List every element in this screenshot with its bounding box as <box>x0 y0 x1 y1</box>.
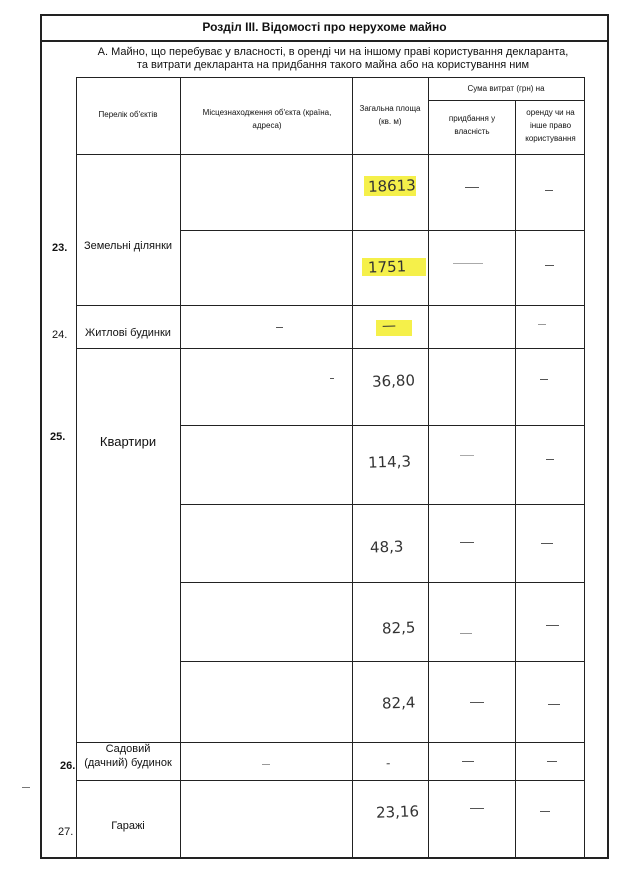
row-25-divider-2 <box>180 504 585 505</box>
dash-mark <box>548 704 560 705</box>
table-left-border <box>76 77 77 857</box>
row-25-area-5: 82,4 <box>381 693 416 713</box>
row-23-label: Земельні ділянки <box>83 240 173 252</box>
dash-mark <box>538 324 546 325</box>
row-23-area-2: 1751 <box>367 257 407 277</box>
frame-top <box>40 14 609 16</box>
header-expenses: Сума витрат (грн) на <box>467 84 545 93</box>
col-divider-2 <box>352 77 353 857</box>
row-24-area: — <box>381 317 397 335</box>
dash-mark <box>547 761 557 762</box>
expenses-header-divider <box>428 100 585 101</box>
frame-left <box>40 14 42 859</box>
col-divider-3 <box>428 77 429 857</box>
col-divider-4 <box>515 100 516 857</box>
row-27-number: 27. <box>58 826 74 838</box>
row-23-bottom <box>76 305 585 306</box>
row-23-inner-divider <box>180 230 585 231</box>
row-25-area-3: 48,3 <box>369 537 404 557</box>
row-23-area-1: 18613 <box>367 176 417 196</box>
dash-mark <box>460 633 472 634</box>
row-25-divider-3 <box>180 582 585 583</box>
frame-right <box>607 14 609 859</box>
header-purchase: придбання у власність <box>448 114 496 136</box>
row-24-bottom <box>76 348 585 349</box>
dash-mark <box>262 764 270 765</box>
row-25-area-4: 82,5 <box>381 618 416 638</box>
section-title: Розділ ІІІ. Відомості про нерухоме майно <box>202 20 447 34</box>
margin-mark <box>22 787 30 788</box>
dash-mark <box>462 761 474 762</box>
dash-mark <box>453 263 483 264</box>
row-26-area: - <box>385 755 391 771</box>
header-location: Місцезнаходження об'єкта (країна, адреса) <box>202 108 332 130</box>
row-25-area-1: 36,80 <box>371 371 416 391</box>
dash-mark <box>545 265 554 266</box>
row-25-number: 25. <box>50 431 66 443</box>
header-bottom-border <box>76 154 585 155</box>
header-objects: Перелік об'єктів <box>98 110 158 119</box>
row-26-number: 26. <box>60 760 76 772</box>
dash-mark <box>470 808 484 809</box>
row-24-label: Житлові будинки <box>85 327 171 339</box>
row-24-number: 24. <box>52 329 68 341</box>
dash-mark <box>546 625 559 626</box>
dash-mark <box>540 811 550 812</box>
row-26-bottom <box>76 780 585 781</box>
row-25-label: Квартири <box>99 434 157 449</box>
row-27-label: Гаражі <box>111 820 145 832</box>
dash-mark <box>541 543 553 544</box>
table-right-border <box>584 77 585 857</box>
dash-mark <box>546 459 554 460</box>
col-divider-1 <box>180 77 181 857</box>
header-area: Загальна площа (кв. м) <box>359 104 421 126</box>
row-26-label-line-2: (дачний) будинок <box>84 757 172 769</box>
title-divider <box>40 40 609 42</box>
dash-mark <box>460 455 474 456</box>
dash-mark <box>276 327 283 328</box>
row-27-area: 23,16 <box>375 802 420 822</box>
dash-mark <box>470 702 484 703</box>
subsection-title-line-2: та витрати декларанта на придбання такого майна або на користування ним <box>136 59 530 71</box>
dash-mark <box>460 542 474 543</box>
header-rent: оренду чи на інше право користування <box>525 108 576 143</box>
row-23-number: 23. <box>52 242 68 254</box>
table-top-border <box>76 77 585 78</box>
dash-mark <box>540 379 548 380</box>
row-25-divider-4 <box>180 661 585 662</box>
dash-mark <box>545 190 553 191</box>
dash-mark <box>465 187 479 188</box>
row-25-area-2: 114,3 <box>367 452 412 472</box>
subsection-title-line-1: А. Майно, що перебуває у власності, в оренді чи на іншому праві користування декларанта, <box>97 46 569 58</box>
row-25-divider-1 <box>180 425 585 426</box>
row-26-label-line-1: Садовий <box>105 743 151 755</box>
frame-bottom <box>40 857 609 859</box>
dash-mark <box>330 378 334 379</box>
